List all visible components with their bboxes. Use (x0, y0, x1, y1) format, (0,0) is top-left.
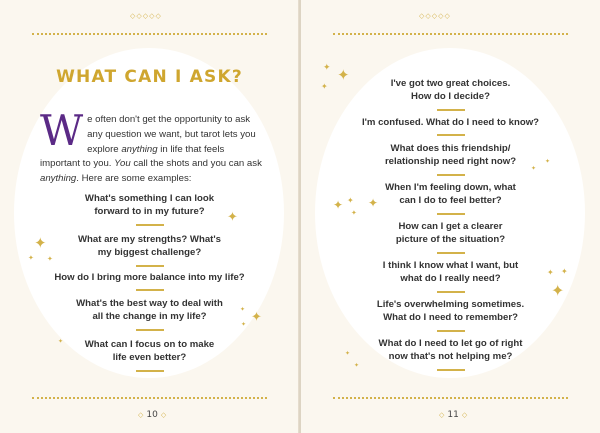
star-icon: ✦ (351, 209, 357, 217)
question-line: can I do to feel better? (399, 195, 502, 207)
intro-emphasis: You (114, 158, 131, 170)
star-icon: ✦ (323, 63, 331, 73)
question-line: Life's overwhelming sometimes. (376, 299, 525, 310)
question-line: How can I get a clearer (398, 221, 503, 232)
gold-divider (437, 174, 465, 176)
star-icon: ✦ (227, 210, 238, 225)
star-icon: ✦ (561, 267, 568, 276)
star-icon: ✦ (551, 281, 565, 300)
intro-text: call the shots and you can ask (130, 158, 262, 170)
gold-divider (136, 265, 164, 267)
intro-paragraph (40, 106, 262, 187)
question-line: I think I know what I want, but (382, 260, 519, 271)
question-line: When I'm feeling down, what (385, 182, 516, 193)
gold-divider (136, 224, 164, 226)
question-line: What's something I can look (84, 193, 215, 204)
top-dotted-rule (333, 33, 568, 35)
diamond-icon: ◇ (461, 411, 468, 419)
page-number-value: 11 (447, 410, 459, 420)
question-line: relationship need right now? (384, 156, 517, 168)
question-line: my biggest challenge? (97, 247, 202, 259)
question-line: What do I need to remember? (383, 312, 518, 324)
star-icon: ✦ (58, 338, 64, 345)
gold-divider (437, 134, 465, 136)
intro-text: in life that feels important to you. (40, 143, 225, 170)
gold-divider (437, 109, 465, 111)
top-dotted-rule (32, 33, 267, 35)
page-number (439, 410, 467, 420)
star-icon: ✦ (34, 234, 47, 252)
question-line: picture of the situation? (395, 234, 506, 246)
question-item (0, 271, 299, 291)
intro-emphasis: anything (121, 143, 158, 155)
star-icon: ✦ (241, 321, 247, 328)
question-line: How do I bring more balance into my life? (54, 272, 245, 283)
page-number (138, 410, 166, 420)
star-icon: ✦ (547, 268, 554, 277)
top-ornament: ◇◇◇◇◇ (130, 12, 162, 20)
question-line: What can I focus on to make (84, 339, 215, 350)
question-line: I've got two great choices. (390, 78, 511, 89)
star-icon: ✦ (47, 255, 53, 263)
question-item (301, 298, 600, 332)
star-icon: ✦ (321, 82, 328, 91)
question-line: What do I need to let go of right (378, 338, 523, 349)
diamond-icon: ◇ (160, 411, 167, 419)
star-icon: ✦ (531, 165, 537, 172)
star-icon: ✦ (545, 158, 551, 165)
question-item (301, 116, 600, 136)
question-item (301, 142, 600, 176)
question-line: How do I decide? (411, 91, 490, 103)
page-number-value: 10 (146, 410, 158, 420)
star-icon: ✦ (28, 254, 34, 262)
diamond-icon: ◇ (138, 411, 144, 419)
right-page (301, 0, 600, 433)
star-icon: ✦ (240, 306, 246, 313)
bottom-dotted-rule (32, 397, 267, 399)
question-line: What are my strengths? What's (77, 234, 221, 245)
gold-divider (437, 213, 465, 215)
star-icon: ✦ (333, 198, 344, 212)
gold-divider (437, 369, 465, 371)
diamond-icon: ◇ (439, 411, 445, 419)
top-ornament: ◇◇◇◇◇ (419, 12, 451, 20)
question-line: I'm confused. What do I need to know? (361, 117, 540, 128)
star-icon: ✦ (251, 310, 262, 325)
question-line: What does this friendship/ (390, 143, 511, 154)
bottom-dotted-rule (333, 397, 568, 399)
question-line: forward to in my future? (94, 206, 205, 218)
question-item (301, 220, 600, 254)
question-item (0, 192, 299, 226)
gold-divider (136, 370, 164, 372)
intro-text: . Here are some examples: (76, 173, 192, 185)
question-line: what do I really need? (400, 273, 501, 285)
left-page (0, 0, 299, 433)
question-line: What's the best way to deal with (76, 298, 223, 309)
star-icon: ✦ (345, 350, 351, 357)
gold-divider (136, 329, 164, 331)
intro-text: e often don't get the opportunity to ask any question we want, but tarot lets you explore (87, 114, 256, 155)
question-item (0, 338, 299, 372)
page-heading: WHAT CAN I ASK? (56, 67, 243, 87)
gold-divider (437, 252, 465, 254)
question-line: all the change in my life? (92, 311, 207, 323)
gold-divider (437, 291, 465, 293)
question-line: life even better? (112, 352, 187, 364)
star-icon: ✦ (337, 66, 350, 84)
star-icon: ✦ (347, 196, 354, 205)
intro-emphasis: anything (40, 173, 77, 185)
star-icon: ✦ (354, 362, 360, 369)
gold-divider (136, 289, 164, 291)
drop-cap: W (40, 106, 84, 155)
gold-divider (437, 330, 465, 332)
question-line: now that's not helping me? (388, 351, 513, 363)
star-icon: ✦ (368, 196, 379, 210)
question-item (301, 181, 600, 215)
